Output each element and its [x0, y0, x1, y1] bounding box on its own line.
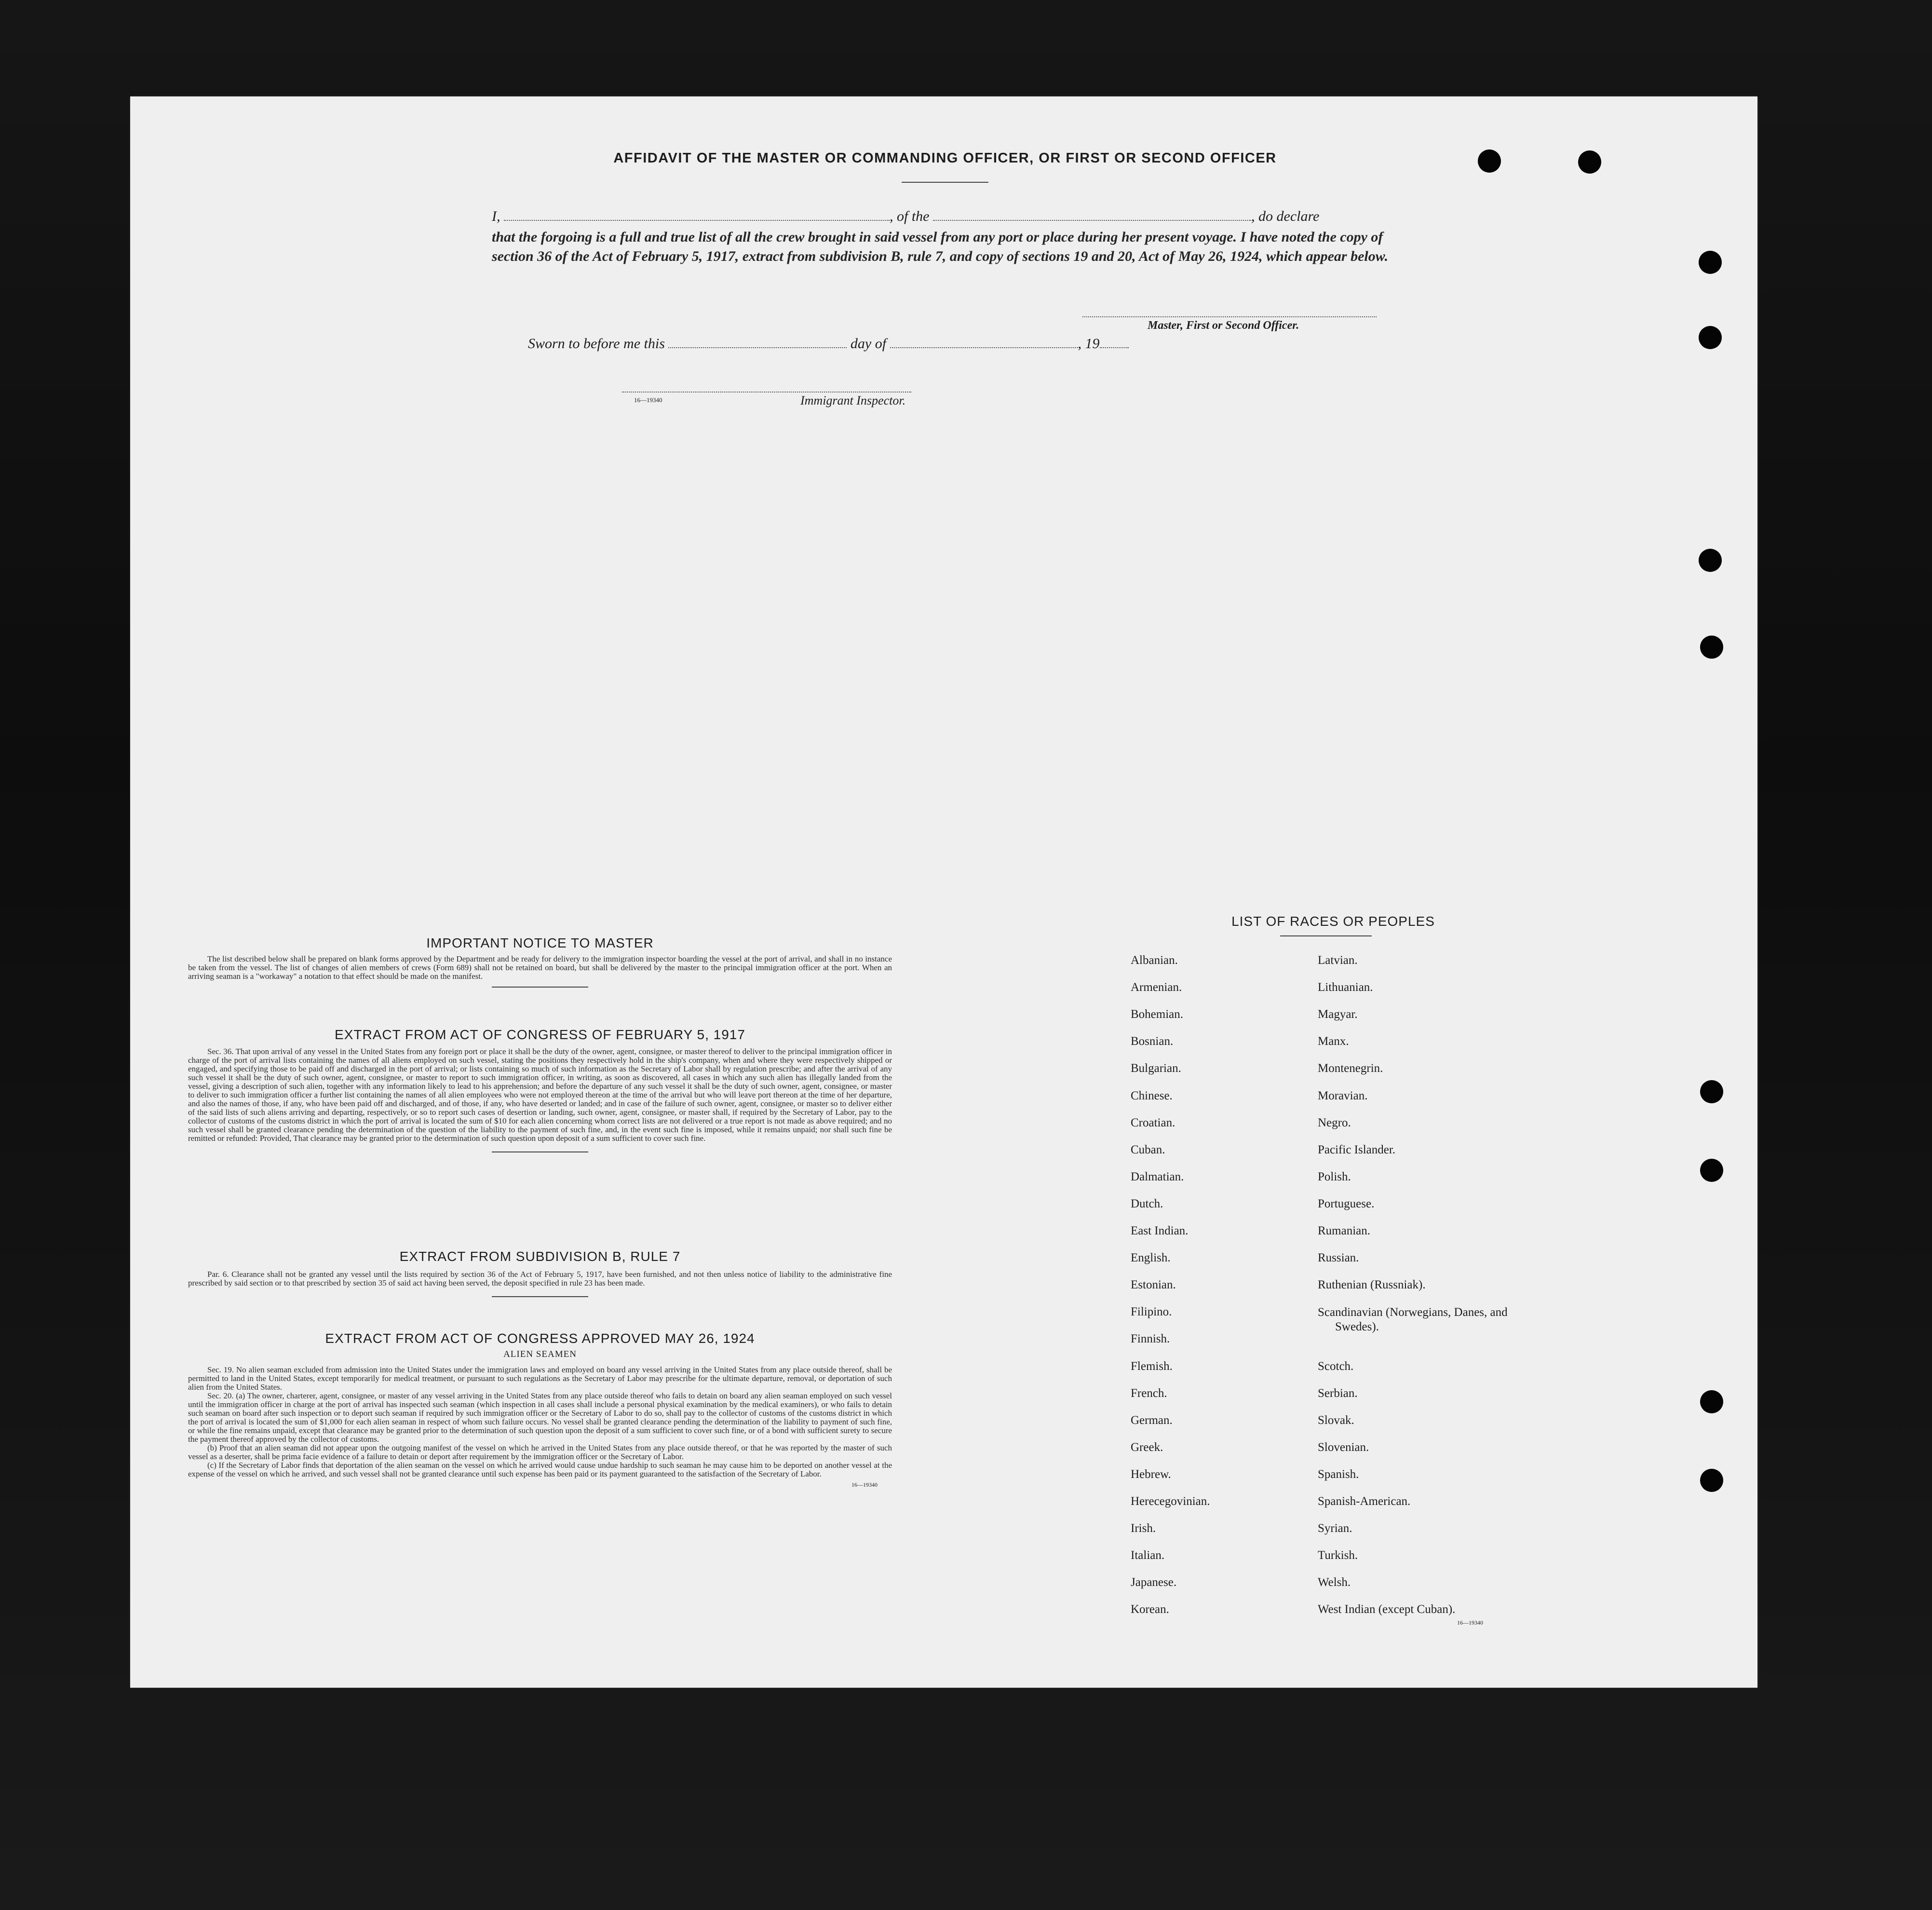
race-item: Manx.: [1318, 1035, 1349, 1048]
race-item: Albanian.: [1131, 954, 1178, 967]
signature-line: [1082, 316, 1377, 317]
punch-hole-icon: [1700, 1080, 1723, 1103]
race-item: Scandinavian (Norwegians, Danes, and Swedes).: [1318, 1306, 1508, 1334]
race-item: Dalmatian.: [1131, 1170, 1184, 1183]
title-rule: [902, 182, 988, 183]
race-item: Lithuanian.: [1318, 981, 1373, 994]
notice-text: The list described below shall be prepared on blank forms approved by the Department and be ready for delivery to the immigration inspector boarding the vessel at the port of arrival, and shall in no instance be taken from the vessel. The list of changes of alien members of crews (Form 689) shall not be retained on board, but shall be delivered by the master to the principal immigration officer at the port. When an arriving seaman is a "workaway" a notation to that effect should be made on the manifest.: [188, 954, 892, 981]
affidavit-title: AFFIDAVIT OF THE MASTER OR COMMANDING OFFICER, OR FIRST OR SECOND OFFICER: [613, 150, 1277, 166]
race-item: Korean.: [1131, 1603, 1169, 1616]
race-item: Magyar.: [1318, 1008, 1358, 1021]
race-item: Irish.: [1131, 1522, 1156, 1535]
race-item: Hebrew.: [1131, 1467, 1171, 1481]
declaration-end: , do declare: [1251, 208, 1320, 224]
declaration-start: I,: [492, 208, 500, 224]
sworn-year: , 19: [1078, 336, 1100, 352]
extract-1924-heading: EXTRACT FROM ACT OF CONGRESS APPROVED MAY 26, 1924: [325, 1331, 755, 1346]
race-item: Italian.: [1131, 1549, 1165, 1562]
sworn-month-blank: [890, 339, 1078, 348]
punch-hole-icon: [1699, 251, 1722, 274]
form-number: 16—19340: [634, 396, 662, 404]
sworn-day: day of: [850, 336, 887, 352]
sworn-year-blank: [1100, 339, 1129, 348]
race-item: Negro.: [1318, 1116, 1351, 1129]
sec19-text: Sec. 19. No alien seaman excluded from admission into the United States under the immigration laws and employed on board any vessel arriving in the United States from any place outside thereof, shall be permitted to land in the United States, except temporarily for medical treatment, or pursuant to such regulations as the Secretary of Labor may prescribe for the ultimate departure, removal, or deportation of such alien from the United States.: [188, 1365, 892, 1392]
extract-1917-text: Sec. 36. That upon arrival of any vessel in the United States from any foreign port or place it shall be the duty of the owner, agent, consignee, or master thereof to deliver to the principal immigration officer in charge of the port of arrival lists containing the names of all aliens employed on such vessel, stating the positions they respectively hold in the ship's company, when and where they were respectively shipped or engaged, and specifying those to be paid off and discharged in the port of arrival; or lists containing so much of such information as the Secretary of Labor shall by regulation prescribe; and after the arrival of any such vessel it shall be the duty of such owner, agent, consignee, or master to report to such immigration officer, in writing, as soon as discovered, all cases in which any such alien has illegally landed from the vessel, giving a description of such alien, together with any information likely to lead to his apprehension; and before the departure of any such vessel it shall be the duty of such owner, agent, consignee, or master to deliver to such immigration officer a further list containing the names of all alien employees who were not employed thereon at the time of the arrival but who will leave port thereon at the time of her departure, and also the names of those, if any, who have been paid off and discharged, and of those, if any, who have deserted or landed; and in case of the failure of such owner, agent, consignee, or master so to deliver either of the said lists of such aliens arriving and departing, respectively, or so to report such cases of desertion or landing, such owner, agent, consignee, or master shall, if required by the Secretary of Labor, pay to the collector of customs of the customs district in which the port of arrival is located the sum of $10 for each alien concerning whom correct lists are not delivered or a true report is not made as above required; and no such vessel shall be granted clearance pending the determination of the question of the liability to the payment of such fine, and, in the event such fine is imposed, while it remains unpaid; nor shall such fine be remitted or refunded: Provided, That clearance may be granted prior to the determination of such question upon deposit of a sum sufficient to cover such fine.: [188, 1047, 892, 1143]
extract-rule7-section: [188, 1249, 892, 1297]
section-rule: [492, 1296, 588, 1297]
punch-hole-icon: [1700, 1390, 1723, 1413]
race-item: German.: [1131, 1413, 1173, 1427]
inspector-signature-line: [622, 392, 911, 393]
punch-hole-icon: [1478, 149, 1501, 173]
sec20b-text: (b) Proof that an alien seaman did not appear upon the outgoing manifest of the vessel on which he arrived in the United States from any place outside thereof, or that he was reported by the master of such vessel as a deserter, shall be prima facie evidence of a failure to detain or deport after requirement by the immigration officer or the Secretary of Labor.: [188, 1443, 892, 1461]
race-item: West Indian (except Cuban).: [1318, 1603, 1456, 1616]
sworn-start: Sworn to before me this: [528, 336, 665, 352]
sec20c-text: (c) If the Secretary of Labor finds that deportation of the alien seaman on the vessel on which he arrived would cause undue hardship to such seaman he may cause him to be deported on another vessel at the expense of the vessel on which he arrived, and such vessel shall not be granted clearance until such expense has been paid or its payment guaranteed to the satisfaction of the Secretary of Labor.: [188, 1461, 892, 1478]
race-item: Spanish.: [1318, 1467, 1359, 1481]
race-item: Croatian.: [1131, 1116, 1175, 1129]
signature-caption: Master, First or Second Officer.: [1148, 319, 1299, 332]
extract-rule7-text: Par. 6. Clearance shall not be granted any vessel until the lists required by section 36 of the Act of February 5, 1917, have been furnished, and not then unless notice of liability to the administrative fine prescribed by said section or to that prescribed by section 35 of said act having been served, the deposit specified in rule 23 has been made.: [188, 1270, 892, 1287]
race-item: East Indian.: [1131, 1224, 1189, 1237]
race-item: Herecegovinian.: [1131, 1495, 1210, 1508]
race-item: Filipino.: [1131, 1305, 1172, 1319]
race-item: Turkish.: [1318, 1549, 1358, 1562]
punch-hole-icon: [1700, 636, 1723, 659]
extract-1917-section: [188, 1027, 892, 1152]
race-item: Flemish.: [1131, 1359, 1173, 1373]
race-item: Welsh.: [1318, 1576, 1351, 1589]
race-item: Montenegrin.: [1318, 1062, 1383, 1075]
affidavit-declaration-line: [492, 208, 1384, 225]
race-item: Scotch.: [1318, 1359, 1354, 1373]
affidavit-paragraph: that the forgoing is a full and true list of all the crew brought in said vessel from any port or place during her present voyage. I have noted the copy of section 36 of the Act of February 5, 1917, extract from subdivision B, rule 7, and copy of sections 19 and 20, Act of May 26, 1924, which appear below.: [492, 229, 1389, 264]
race-item: Polish.: [1318, 1170, 1351, 1183]
document-page: [130, 96, 1757, 1688]
notice-section: [188, 935, 892, 988]
section-rule: [492, 987, 588, 988]
race-item: Finnish.: [1131, 1332, 1170, 1346]
name-field-blank: [504, 211, 890, 221]
sec20a-text: Sec. 20. (a) The owner, charterer, agent, consignee, or master of any vessel arriving in the United States from any place outside thereof who fails to detain on board any alien seaman employed on such vessel until the immigration officer in charge at the port of arrival has inspected such seaman (which inspection in all cases shall include a personal physical examination by the medical examiners), or who fails to detain such seaman on board after such inspection or to deport such seaman if required by such immigration officer or the Secretary of Labor to do so, shall pay to the collector of customs of the customs district in which the port of arrival is located the sum of $1,000 for each alien seaman in respect of whom such failure occurs. No vessel shall be granted clearance pending the determination of the liability to payment of such fine, or while the fine remains unpaid, except that clearance may be granted prior to the determination of such question upon the deposit of a sum sufficient to cover such fine, or of a bond with sufficient surety to secure the payment thereof approved by the collector of customs.: [188, 1391, 892, 1444]
sworn-line: [528, 336, 1129, 352]
inspector-caption: Immigrant Inspector.: [800, 393, 906, 407]
section-rule: [492, 1151, 588, 1152]
extract-rule7-heading: EXTRACT FROM SUBDIVISION B, RULE 7: [399, 1249, 681, 1264]
race-item: French.: [1131, 1386, 1167, 1400]
race-item: Slovak.: [1318, 1413, 1354, 1427]
race-item: Armenian.: [1131, 981, 1182, 994]
sworn-date-blank: [668, 339, 847, 348]
race-item: Moravian.: [1318, 1089, 1368, 1102]
race-item: Latvian.: [1318, 954, 1358, 967]
race-item: Japanese.: [1131, 1576, 1177, 1589]
race-item: Slovenian.: [1318, 1440, 1369, 1454]
form-number: 16—19340: [851, 1481, 878, 1488]
race-item: Serbian.: [1318, 1386, 1358, 1400]
extract-1924-section: [188, 1331, 892, 1489]
race-item: Chinese.: [1131, 1089, 1173, 1102]
race-item: Greek.: [1131, 1440, 1163, 1454]
race-item: Russian.: [1318, 1251, 1359, 1265]
punch-hole-icon: [1699, 326, 1722, 349]
race-item: English.: [1131, 1251, 1171, 1265]
race-item: Ruthenian (Russniak).: [1318, 1278, 1426, 1292]
race-item: Portuguese.: [1318, 1197, 1375, 1210]
races-rule: [1280, 935, 1372, 936]
declaration-mid: , of the: [890, 208, 930, 224]
race-item: Estonian.: [1131, 1278, 1176, 1292]
alien-seamen-subheading: ALIEN SEAMEN: [503, 1349, 577, 1359]
race-item: Bohemian.: [1131, 1008, 1184, 1021]
race-item: Pacific Islander.: [1318, 1143, 1396, 1156]
vessel-field-blank: [933, 211, 1251, 221]
race-item: Cuban.: [1131, 1143, 1165, 1156]
race-item: Bulgarian.: [1131, 1062, 1181, 1075]
extract-1917-heading: EXTRACT FROM ACT OF CONGRESS OF FEBRUARY 5, 1917: [335, 1027, 745, 1042]
race-item: Bosnian.: [1131, 1035, 1174, 1048]
race-item: Rumanian.: [1318, 1224, 1371, 1237]
race-item: Syrian.: [1318, 1522, 1352, 1535]
race-item: Spanish-American.: [1318, 1495, 1411, 1508]
notice-heading: IMPORTANT NOTICE TO MASTER: [426, 935, 654, 950]
races-form-number: 16—19340: [1457, 1619, 1483, 1626]
punch-hole-icon: [1578, 150, 1601, 174]
punch-hole-icon: [1700, 1469, 1723, 1492]
race-item: Dutch.: [1131, 1197, 1163, 1210]
punch-hole-icon: [1699, 549, 1722, 572]
punch-hole-icon: [1700, 1159, 1723, 1182]
races-heading: LIST OF RACES OR PEOPLES: [1231, 914, 1435, 929]
